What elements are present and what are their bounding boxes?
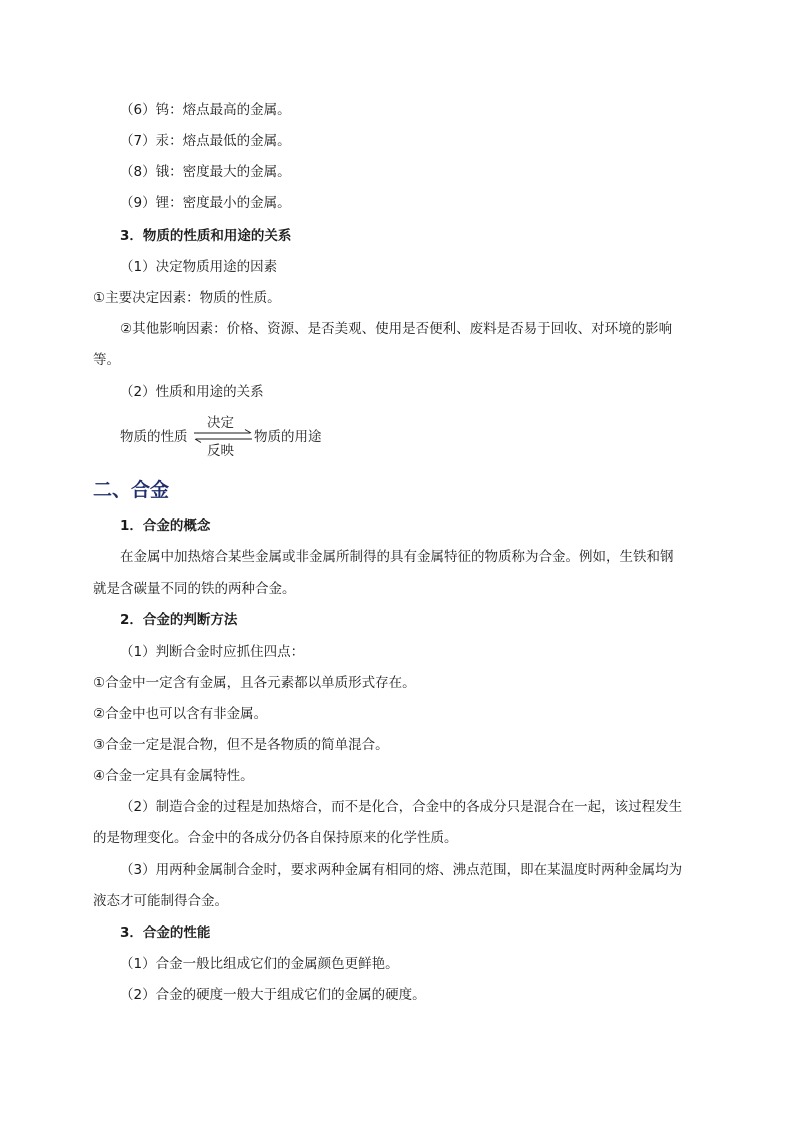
judge-point-3-line2: 液态才可能制得合金。 [93,893,228,909]
judge-point-2-line1: （2）制造合金的过程是加热熔合，而不是化合，合金中的各成分只是混合在一起，该过程发生 [120,799,683,815]
relation-left-label: 物质的性质 [120,429,188,445]
judge-point-2-line2: 的是物理变化。合金中的各成分仍各自保持原来的化学性质。 [93,830,458,846]
relation-title: （2）性质和用途的关系 [120,384,264,400]
judge-point-1: （1）判断合金时应抓住四点： [120,644,305,660]
part-2-heading: 二、合金 [93,479,170,501]
factors-title: （1）决定物质用途的因素 [120,259,278,275]
concept-line1: 在金属中加热熔合某些金属或非金属所制得的具有金属特征的物质称为合金。例如，生铁和钢 [120,549,674,565]
judge-item-4: ④合金一定具有金属特性。 [93,768,254,784]
relation-diagram [120,415,380,459]
section-3-title: 3．物质的性质和用途的关系 [120,228,292,244]
relation-bottom-label: 反映 [207,443,234,459]
metal-fact-osmium: （8）锇：密度最大的金属。 [120,164,291,180]
performance-item-1: （1）合金一般比组成它们的金属颜色更鲜艳。 [120,956,399,972]
metal-fact-tungsten: （6）钨：熔点最高的金属。 [120,102,291,118]
factor-other-line2: 等。 [93,352,120,368]
double-arrow-icon [192,429,254,443]
relation-top-label: 决定 [207,415,234,431]
judge-point-3-line1: （3）用两种金属制合金时，要求两种金属有相同的熔、沸点范围，即在某温度时两种金属均为 [120,862,683,878]
factor-main: ①主要决定因素：物质的性质。 [93,290,281,306]
judge-title: 2．合金的判断方法 [120,612,238,628]
relation-right-label: 物质的用途 [254,429,322,445]
factor-other-line1: ②其他影响因素：价格、资源、是否美观、使用是否便利、废料是否易于回收、对环境的影响 [120,321,673,337]
metal-fact-mercury: （7）汞：熔点最低的金属。 [120,133,291,149]
concept-title: 1．合金的概念 [120,518,211,534]
judge-item-1: ①合金中一定含有金属，且各元素都以单质形式存在。 [93,675,416,691]
performance-title: 3．合金的性能 [120,925,211,941]
performance-item-2: （2）合金的硬度一般大于组成它们的金属的硬度。 [120,987,426,1003]
judge-item-2: ②合金中也可以含有非金属。 [93,706,268,722]
metal-fact-lithium: （9）锂：密度最小的金属。 [120,195,291,211]
concept-line2: 就是含碳量不同的铁的两种合金。 [93,581,296,597]
judge-item-3: ③合金一定是混合物，但不是各物质的简单混合。 [93,737,389,753]
